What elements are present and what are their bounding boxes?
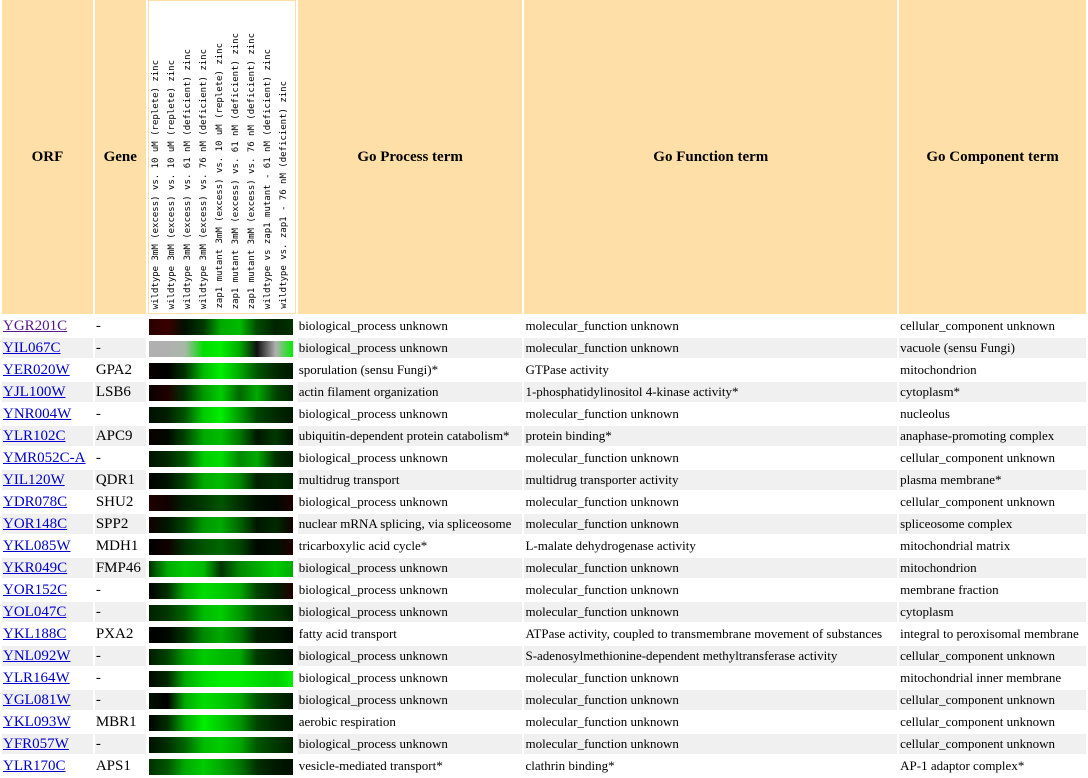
component-term-cell: plasma membrane* xyxy=(899,470,1086,490)
function-term-cell: multidrug transporter activity xyxy=(524,470,897,490)
heatmap-cell[interactable] xyxy=(148,734,296,754)
orf-cell xyxy=(2,448,93,468)
gene-cell: QDR1 xyxy=(95,470,146,490)
orf-cell xyxy=(2,536,93,556)
table-row xyxy=(2,602,1086,622)
component-term-cell: cellular_component unknown xyxy=(899,712,1086,732)
orf-link[interactable]: YOR152C xyxy=(3,581,68,598)
expression-heatmap-bar xyxy=(149,671,293,687)
orf-cell xyxy=(2,338,93,358)
component-term-cell: cellular_component unknown xyxy=(899,734,1086,754)
heatmap-cell[interactable] xyxy=(148,470,296,490)
orf-link[interactable]: YDR078C xyxy=(3,493,68,510)
process-term-cell: biological_process unknown xyxy=(298,734,523,754)
expression-heatmap-bar xyxy=(149,517,293,533)
component-term-cell: mitochondrial inner membrane xyxy=(899,668,1086,688)
process-term-cell: biological_process unknown xyxy=(298,602,523,622)
expression-heatmap-bar xyxy=(149,451,293,467)
heatmap-cell[interactable] xyxy=(148,536,296,556)
process-term-cell: biological_process unknown xyxy=(298,448,523,468)
condition-label: wildtype 3mM (excess) vs. 10 uM (replete) zinc xyxy=(150,59,161,309)
function-term-cell: molecular_function unknown xyxy=(524,338,897,358)
table-row xyxy=(2,734,1086,754)
heatmap-cell[interactable] xyxy=(148,404,296,424)
process-term-cell: biological_process unknown xyxy=(298,690,523,710)
function-term-cell: molecular_function unknown xyxy=(524,404,897,424)
process-term-cell: fatty acid transport xyxy=(298,624,523,644)
orf-link[interactable]: YLR164W xyxy=(3,669,70,686)
component-term-cell: cellular_component unknown xyxy=(899,316,1086,336)
function-term-cell: molecular_function unknown xyxy=(524,690,897,710)
component-term-cell: cytoplasm* xyxy=(899,382,1086,402)
expression-heatmap-bar xyxy=(149,429,293,445)
function-term-cell: molecular_function unknown xyxy=(524,492,897,512)
orf-cell xyxy=(2,426,93,446)
orf-link[interactable]: YLR170C xyxy=(3,757,66,774)
heatmap-cell[interactable] xyxy=(148,756,296,776)
gene-cell: - xyxy=(95,316,146,336)
orf-link[interactable]: YNL092W xyxy=(3,647,71,664)
table-row xyxy=(2,646,1086,666)
function-term-cell: L-malate dehydrogenase activity xyxy=(524,536,897,556)
orf-link[interactable]: YGR201C xyxy=(3,317,68,334)
component-term-cell: integral to peroxisomal membrane xyxy=(899,624,1086,644)
gene-cell: GPA2 xyxy=(95,360,146,380)
gene-cell: - xyxy=(95,448,146,468)
table-row xyxy=(2,404,1086,424)
heatmap-cell[interactable] xyxy=(148,382,296,402)
table-row xyxy=(2,316,1086,336)
heatmap-cell[interactable] xyxy=(148,558,296,578)
function-term-cell: molecular_function unknown xyxy=(524,558,897,578)
gene-cell: FMP46 xyxy=(95,558,146,578)
expression-heatmap-bar xyxy=(149,407,293,423)
condition-label: wildtype vs. zap1 - 76 nM (deficient) zinc xyxy=(278,81,289,309)
orf-cell xyxy=(2,712,93,732)
gene-cell: MDH1 xyxy=(95,536,146,556)
function-term-cell: GTPase activity xyxy=(524,360,897,380)
table-row xyxy=(2,536,1086,556)
expression-heatmap-bar xyxy=(149,385,293,401)
expression-heatmap-bar xyxy=(149,495,293,511)
component-term-cell: cellular_component unknown xyxy=(899,492,1086,512)
orf-link[interactable]: YER020W xyxy=(3,361,70,378)
table-row xyxy=(2,690,1086,710)
gene-cell: MBR1 xyxy=(95,712,146,732)
process-term-cell: biological_process unknown xyxy=(298,404,523,424)
heatmap-cell[interactable] xyxy=(148,712,296,732)
heatmap-cell[interactable] xyxy=(148,514,296,534)
table-row xyxy=(2,668,1086,688)
component-term-cell: cellular_component unknown xyxy=(899,448,1086,468)
orf-link[interactable]: YNR004W xyxy=(3,405,72,422)
table-row xyxy=(2,580,1086,600)
process-term-cell: nuclear mRNA splicing, via spliceosome xyxy=(298,514,523,534)
function-term-cell: molecular_function unknown xyxy=(524,448,897,468)
heatmap-cell[interactable] xyxy=(148,492,296,512)
orf-link[interactable]: YOL047C xyxy=(3,603,67,620)
process-term-cell: biological_process unknown xyxy=(298,668,523,688)
table-row xyxy=(2,756,1086,776)
heatmap-cell[interactable] xyxy=(148,360,296,380)
orf-link[interactable]: YOR148C xyxy=(3,515,68,532)
expression-heatmap-bar xyxy=(149,605,293,621)
heatmap-cell[interactable] xyxy=(148,602,296,622)
table-row xyxy=(2,426,1086,446)
orf-cell xyxy=(2,646,93,666)
gene-cell: - xyxy=(95,404,146,424)
expression-heatmap-bar xyxy=(149,759,293,775)
component-term-cell: mitochondrion xyxy=(899,360,1086,380)
condition-label: zap1 mutant 3mM (excess) vs. 76 nM (deficient) zinc xyxy=(246,32,257,309)
orf-link[interactable]: YKL188C xyxy=(3,625,67,642)
gene-header: Gene xyxy=(95,0,146,314)
function-term-cell: S-adenosylmethionine-dependent methyltransferase activity xyxy=(524,646,897,666)
orf-cell xyxy=(2,470,93,490)
condition-label: zap1 mutant 3mM (excess) vs. 61 nM (deficient) zinc xyxy=(230,32,241,309)
header-row xyxy=(2,0,1086,314)
orf-cell xyxy=(2,558,93,578)
orf-cell xyxy=(2,668,93,688)
component-term-cell: nucleolus xyxy=(899,404,1086,424)
heatmap-cell[interactable] xyxy=(148,316,296,336)
process-term-cell: ubiquitin-dependent protein catabolism* xyxy=(298,426,523,446)
component-term-cell: mitochondrial matrix xyxy=(899,536,1086,556)
expression-heatmap-bar xyxy=(149,473,293,489)
table-row xyxy=(2,624,1086,644)
orf-cell xyxy=(2,360,93,380)
orf-cell xyxy=(2,492,93,512)
function-header: Go Function term xyxy=(524,0,897,314)
process-term-cell: aerobic respiration xyxy=(298,712,523,732)
heatmap-cell[interactable] xyxy=(148,338,296,358)
process-term-cell: biological_process unknown xyxy=(298,316,523,336)
condition-label: zap1 mutant 3mM (excess) vs. 10 uM (replete) zinc xyxy=(214,43,225,309)
orf-cell xyxy=(2,514,93,534)
gene-cell: APS1 xyxy=(95,756,146,776)
component-term-cell: anaphase-promoting complex xyxy=(899,426,1086,446)
expression-heatmap-bar xyxy=(149,539,293,555)
process-term-cell: biological_process unknown xyxy=(298,558,523,578)
component-term-cell: membrane fraction xyxy=(899,580,1086,600)
table-row xyxy=(2,448,1086,468)
table-row xyxy=(2,470,1086,490)
table-row xyxy=(2,360,1086,380)
gene-cell: - xyxy=(95,646,146,666)
orf-cell xyxy=(2,756,93,776)
gene-cell: SPP2 xyxy=(95,514,146,534)
heatmap-cell[interactable] xyxy=(148,624,296,644)
component-term-cell: cellular_component unknown xyxy=(899,646,1086,666)
process-term-cell: multidrug transport xyxy=(298,470,523,490)
gene-cell: - xyxy=(95,690,146,710)
condition-label: wildtype 3mM (excess) vs. 10 uM (replete) zinc xyxy=(166,59,177,309)
process-header: Go Process term xyxy=(298,0,523,314)
function-term-cell: ATPase activity, coupled to transmembrane movement of substances xyxy=(524,624,897,644)
expression-heatmap-bar xyxy=(149,693,293,709)
heatmap-cell[interactable] xyxy=(148,580,296,600)
orf-link[interactable]: YFR057W xyxy=(3,735,69,752)
process-term-cell: biological_process unknown xyxy=(298,580,523,600)
expression-heatmap-bar xyxy=(149,341,293,357)
gene-cell: - xyxy=(95,580,146,600)
expression-heatmap-bar xyxy=(149,737,293,753)
process-term-cell: biological_process unknown xyxy=(298,492,523,512)
table-row xyxy=(2,382,1086,402)
gene-cell: LSB6 xyxy=(95,382,146,402)
function-term-cell: 1-phosphatidylinositol 4-kinase activity* xyxy=(524,382,897,402)
orf-link[interactable]: YKL093W xyxy=(3,713,71,730)
condition-label: wildtype 3mM (excess) vs. 61 nM (deficient) zinc xyxy=(182,48,193,309)
heatmap-cell[interactable] xyxy=(148,448,296,468)
orf-link[interactable]: YIL067C xyxy=(3,339,61,356)
process-term-cell: tricarboxylic acid cycle* xyxy=(298,536,523,556)
condition-label: wildtype vs zap1 mutant - 61 nM (deficient) zinc xyxy=(262,48,273,309)
function-term-cell: molecular_function unknown xyxy=(524,602,897,622)
orf-cell xyxy=(2,734,93,754)
orf-cell xyxy=(2,580,93,600)
orf-link[interactable]: YKR049C xyxy=(3,559,68,576)
heatmap-cell[interactable] xyxy=(148,426,296,446)
gene-cell: APC9 xyxy=(95,426,146,446)
conditions-header xyxy=(148,0,296,314)
gene-cell: - xyxy=(95,338,146,358)
component-term-cell: spliceosome complex xyxy=(899,514,1086,534)
orf-link[interactable]: YKL085W xyxy=(3,537,71,554)
orf-link[interactable]: YGL081W xyxy=(3,691,71,708)
heatmap-cell[interactable] xyxy=(148,690,296,710)
orf-cell xyxy=(2,602,93,622)
table-row xyxy=(2,338,1086,358)
component-term-cell: mitochondrion xyxy=(899,558,1086,578)
orf-header: ORF xyxy=(2,0,93,314)
function-term-cell: clathrin binding* xyxy=(524,756,897,776)
table-row xyxy=(2,514,1086,534)
gene-cell: - xyxy=(95,734,146,754)
expression-heatmap-bar xyxy=(149,363,293,379)
function-term-cell: protein binding* xyxy=(524,426,897,446)
expression-heatmap-bar xyxy=(149,715,293,731)
component-header: Go Component term xyxy=(899,0,1086,314)
component-term-cell: cellular_component unknown xyxy=(899,690,1086,710)
component-term-cell: AP-1 adaptor complex* xyxy=(899,756,1086,776)
condition-label: wildtype 3mM (excess) vs. 76 nM (deficient) zinc xyxy=(198,48,209,309)
function-term-cell: molecular_function unknown xyxy=(524,734,897,754)
table-row xyxy=(2,558,1086,578)
component-term-cell: vacuole (sensu Fungi) xyxy=(899,338,1086,358)
orf-link[interactable]: YMR052C-A xyxy=(3,449,86,466)
heatmap-cell[interactable] xyxy=(148,668,296,688)
function-term-cell: molecular_function unknown xyxy=(524,514,897,534)
process-term-cell: actin filament organization xyxy=(298,382,523,402)
process-term-cell: sporulation (sensu Fungi)* xyxy=(298,360,523,380)
gene-cell: SHU2 xyxy=(95,492,146,512)
process-term-cell: biological_process unknown xyxy=(298,646,523,666)
orf-link[interactable]: YIL120W xyxy=(3,471,65,488)
function-term-cell: molecular_function unknown xyxy=(524,668,897,688)
heatmap-cell[interactable] xyxy=(148,646,296,666)
expression-heatmap-bar xyxy=(149,627,293,643)
process-term-cell: vesicle-mediated transport* xyxy=(298,756,523,776)
table-row xyxy=(2,712,1086,732)
function-term-cell: molecular_function unknown xyxy=(524,316,897,336)
function-term-cell: molecular_function unknown xyxy=(524,712,897,732)
function-term-cell: molecular_function unknown xyxy=(524,580,897,600)
orf-cell xyxy=(2,382,93,402)
orf-link[interactable]: YJL100W xyxy=(3,383,66,400)
gene-cell: PXA2 xyxy=(95,624,146,644)
orf-cell xyxy=(2,316,93,336)
expression-heatmap-bar xyxy=(149,583,293,599)
expression-heatmap-bar xyxy=(149,649,293,665)
orf-cell xyxy=(2,404,93,424)
process-term-cell: biological_process unknown xyxy=(298,338,523,358)
gene-cell: - xyxy=(95,602,146,622)
orf-cell xyxy=(2,690,93,710)
component-term-cell: cytoplasm xyxy=(899,602,1086,622)
expression-heatmap-bar xyxy=(149,319,293,335)
gene-cell: - xyxy=(95,668,146,688)
table-row xyxy=(2,492,1086,512)
orf-cell xyxy=(2,624,93,644)
expression-heatmap-bar xyxy=(149,561,293,577)
orf-link[interactable]: YLR102C xyxy=(3,427,66,444)
